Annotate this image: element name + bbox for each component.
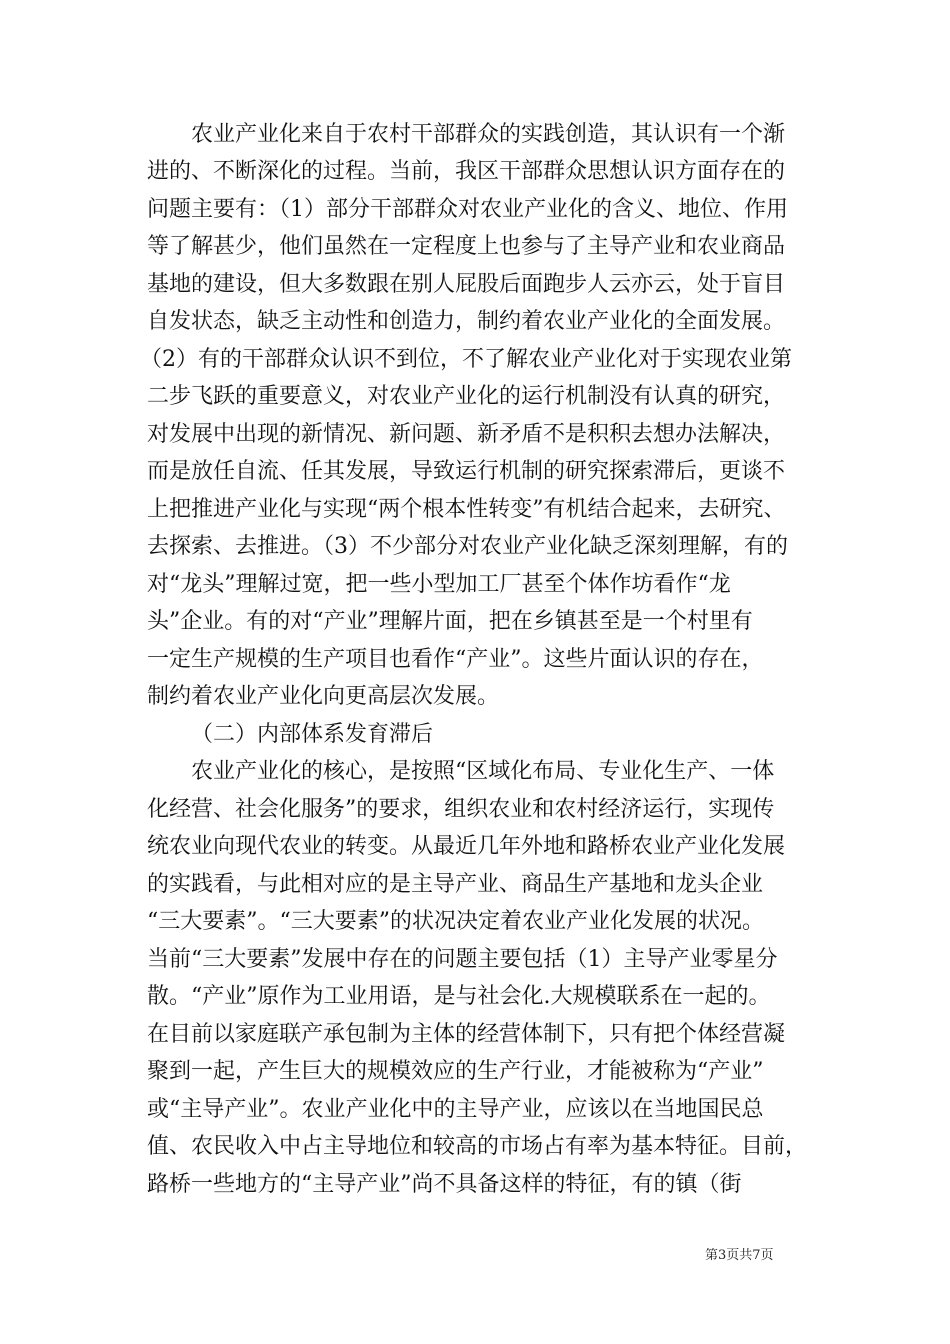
paragraph-line: 或“主导产业”。农业产业化中的主导产业，应该以在当地国民总 bbox=[147, 1097, 764, 1122]
paragraph-line: 头”企业。有的对“产业”理解片面，把在乡镇甚至是一个村里有 bbox=[147, 609, 753, 634]
paragraph-line: “三大要素”。“三大要素”的状况决定着农业产业化发展的状况。 bbox=[147, 909, 764, 934]
paragraph-line: 的实践看，与此相对应的是主导产业、商品生产基地和龙头企业 bbox=[147, 872, 764, 897]
paragraph-line: 对发展中出现的新情况、新问题、新矛盾不是积积去想办法解决， bbox=[147, 422, 786, 447]
paragraph-line: 值、农民收入中占主导地位和较高的市场占有率为基本特征。目前， bbox=[147, 1134, 807, 1159]
paragraph-line: 上把推进产业化与实现“两个根本性转变”有机结合起来，去研究、 bbox=[147, 497, 786, 522]
page-number-footer: 第3页共7页 bbox=[705, 1248, 774, 1263]
paragraph-line: 问题主要有：（1）部分干部群众对农业产业化的含义、地位、作用 bbox=[147, 197, 788, 222]
paragraph-line: 在目前以家庭联产承包制为主体的经营体制下，只有把个体经营凝 bbox=[147, 1022, 786, 1047]
paragraph-line: 二步飞跃的重要意义，对农业产业化的运行机制没有认真的研究， bbox=[147, 384, 786, 409]
paragraph-line: 农业产业化的核心，是按照“区域化布局、专业化生产、一体 bbox=[191, 759, 775, 784]
paragraph-line: 自发状态，缺乏主动性和创造力，制约着农业产业化的全面发展。 bbox=[147, 309, 786, 334]
paragraph-line: （2）有的干部群众认识不到位，不了解农业产业化对于实现农业第 bbox=[140, 347, 792, 372]
paragraph-line: 农业产业化来自于农村干部群众的实践创造，其认识有一个渐 bbox=[191, 122, 786, 147]
paragraph-line: 聚到一起，产生巨大的规模效应的生产行业，才能被称为“产业” bbox=[147, 1059, 764, 1084]
paragraph-line: 一定生产规模的生产项目也看作“产业”。这些片面认识的存在， bbox=[147, 647, 764, 672]
paragraph-line: 散。“产业”原作为工业用语，是与社会化.大规模联系在一起的。 bbox=[147, 984, 771, 1009]
paragraph-line: 等了解甚少，他们虽然在一定程度上也参与了主导产业和农业商品 bbox=[147, 234, 786, 259]
paragraph-line: 而是放任自流、任其发展，导致运行机制的研究探索滞后，更谈不 bbox=[147, 459, 786, 484]
paragraph-line: 统农业向现代农业的转变。从最近几年外地和路桥农业产业化发展 bbox=[147, 834, 786, 859]
paragraph-line: 化经营、社会化服务”的要求，组织农业和农村经济运行，实现传 bbox=[147, 797, 775, 822]
paragraph-line: 进的、不断深化的过程。当前，我区干部群众思想认识方面存在的 bbox=[147, 159, 786, 184]
paragraph-line: 路桥一些地方的“主导产业”尚不具备这样的特征，有的镇（街 bbox=[147, 1172, 742, 1197]
section-heading: （二）内部体系发育滞后 bbox=[191, 722, 434, 747]
paragraph-line: 去探索、去推进。（3）不少部分对农业产业化缺乏深刻理解，有的 bbox=[147, 534, 788, 559]
paragraph-line: 对“龙头”理解过宽，把一些小型加工厂甚至个体作坊看作“龙 bbox=[147, 572, 731, 597]
paragraph-line: 制约着农业产业化向更高层次发展。 bbox=[147, 684, 500, 709]
paragraph-line: 基地的建设，但大多数跟在别人屁股后面跑步人云亦云，处于盲目 bbox=[147, 272, 786, 297]
paragraph-line: 当前“三大要素”发展中存在的问题主要包括（1）主导产业零星分 bbox=[147, 947, 778, 972]
